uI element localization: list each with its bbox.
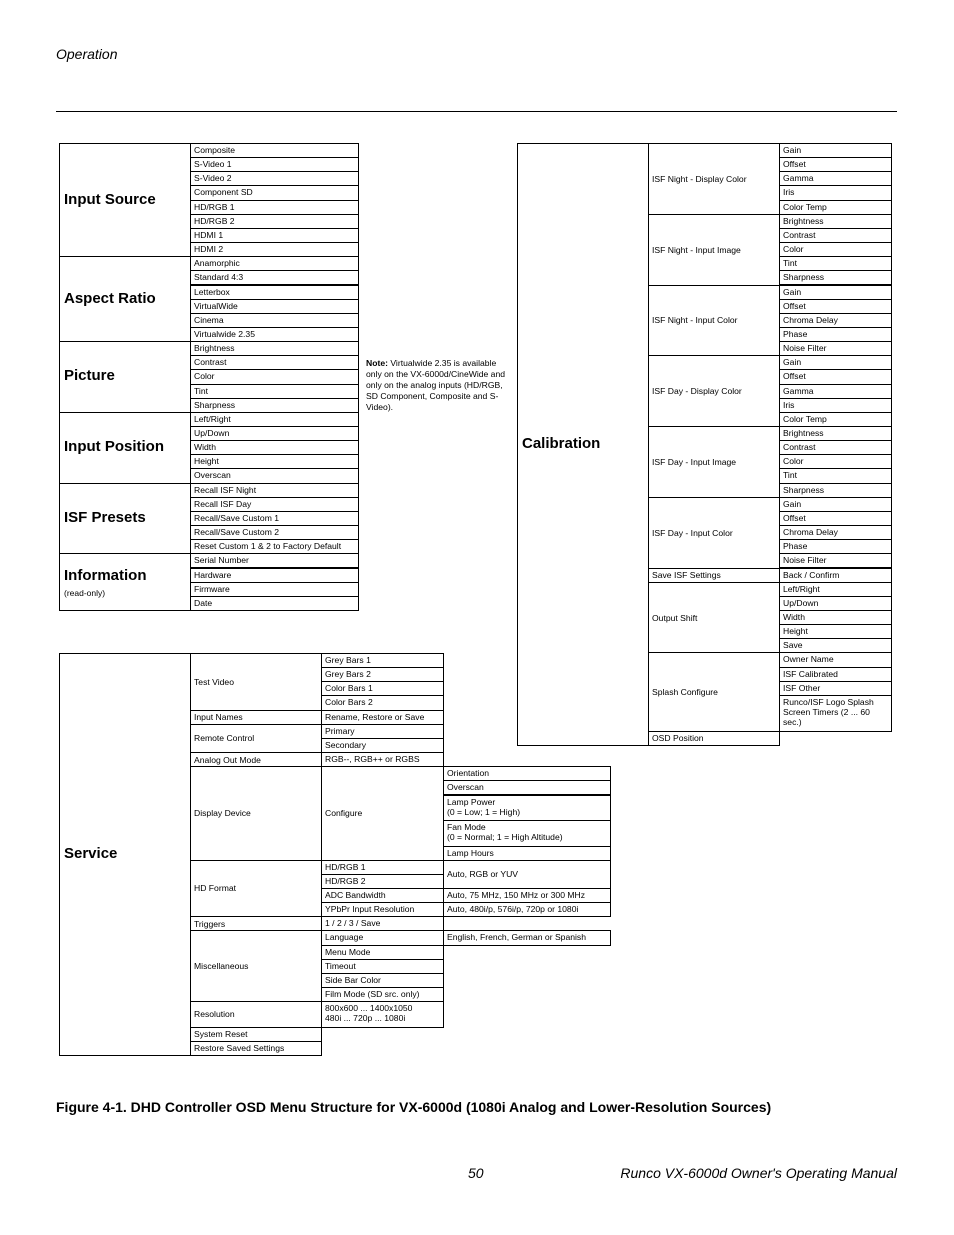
language-value: English, French, German or Spanish: [443, 930, 611, 945]
calibration-item: Up/Down: [779, 596, 892, 611]
hd-format-item: HD/RGB 2: [321, 874, 444, 889]
calibration-item: Phase: [779, 327, 892, 342]
menu-item: Height: [190, 454, 359, 469]
display-device-item: Lamp Power (0 = Low; 1 = High): [443, 795, 611, 822]
section-label: Input Position: [64, 438, 164, 456]
calibration-group: ISF Day - Input Color: [648, 497, 780, 569]
calibration-group: ISF Night - Input Image: [648, 214, 780, 286]
hd-format-item: YPbPr Input Resolution: [321, 902, 444, 917]
calibration-group: ISF Day - Input Image: [648, 426, 780, 498]
analog-out-mode-value: RGB--, RGB++ or RGBS: [321, 752, 444, 767]
menu-item: Width: [190, 440, 359, 455]
calibration-item: Gamma: [779, 384, 892, 399]
calibration-group: ISF Day - Display Color: [648, 355, 780, 427]
calibration-item: Gamma: [779, 171, 892, 186]
calibration-group: OSD Position: [648, 731, 780, 746]
calibration-item: Offset: [779, 157, 892, 172]
menu-item: VirtualWide: [190, 299, 359, 314]
test-video-item: Color Bars 1: [321, 681, 444, 696]
service-remote-control: Remote Control: [190, 724, 322, 753]
note-label: Note:: [366, 358, 388, 368]
calibration-item: Offset: [779, 369, 892, 384]
section-1: [59, 256, 191, 342]
calibration-item: Color: [779, 454, 892, 469]
calibration-item: Runco/ISF Logo Splash Screen Timers (2 ... 60 sec.): [779, 695, 892, 732]
remote-control-item: Secondary: [321, 738, 444, 753]
miscellaneous-item: Menu Mode: [321, 945, 444, 960]
input-names-value: Rename, Restore or Save: [321, 710, 444, 725]
service-restore-saved-settings: Restore Saved Settings: [190, 1041, 322, 1056]
calibration-item: Gain: [779, 143, 892, 158]
service-triggers: Triggers: [190, 916, 322, 931]
hd-format-value: Auto, 75 MHz, 150 MHz or 300 MHz: [443, 888, 611, 903]
display-device-item: Lamp Hours: [443, 846, 611, 861]
test-video-item: Grey Bars 1: [321, 653, 444, 668]
menu-item: Hardware: [190, 568, 359, 583]
manual-title: Runco VX-6000d Owner's Operating Manual: [620, 1165, 897, 1181]
service-hd-format: HD Format: [190, 860, 322, 918]
menu-item: Recall ISF Day: [190, 497, 359, 512]
calibration-group: ISF Night - Input Color: [648, 285, 780, 357]
menu-item: Firmware: [190, 582, 359, 597]
calibration-item: Chroma Delay: [779, 525, 892, 540]
calibration-section: [517, 143, 649, 746]
display-device-item: Orientation: [443, 766, 611, 781]
section-0: [59, 143, 191, 257]
menu-item: Virtualwide 2.35: [190, 327, 359, 342]
service-system-reset: System Reset: [190, 1027, 322, 1042]
remote-control-item: Primary: [321, 724, 444, 739]
menu-item: Contrast: [190, 355, 359, 370]
calibration-item: Brightness: [779, 426, 892, 441]
calibration-group: ISF Night - Display Color: [648, 143, 780, 215]
calibration-item: Noise Filter: [779, 553, 892, 568]
section-5: [59, 553, 191, 611]
service-display-device: Display Device: [190, 766, 322, 860]
menu-item: Reset Custom 1 & 2 to Factory Default: [190, 539, 359, 554]
menu-item: HDMI 1: [190, 228, 359, 243]
page-header-section: Operation: [56, 46, 118, 62]
calibration-item: Gain: [779, 355, 892, 370]
calibration-item: Height: [779, 624, 892, 639]
section-label: Aspect Ratio: [64, 289, 156, 307]
calibration-group: Output Shift: [648, 582, 780, 654]
menu-item: Cinema: [190, 313, 359, 328]
section-label: ISF Presets: [64, 508, 146, 526]
menu-item: Sharpness: [190, 398, 359, 413]
miscellaneous-item: Side Bar Color: [321, 973, 444, 988]
calibration-item: Phase: [779, 539, 892, 554]
menu-item: HD/RGB 1: [190, 200, 359, 215]
menu-item: Color: [190, 369, 359, 384]
virtualwide-note: [366, 358, 511, 413]
calibration-item: Width: [779, 610, 892, 625]
calibration-item: Color Temp: [779, 200, 892, 215]
menu-item: Recall/Save Custom 2: [190, 525, 359, 540]
menu-item: Composite: [190, 143, 359, 158]
calibration-label: Calibration: [522, 435, 601, 452]
calibration-group: Save ISF Settings: [648, 568, 780, 583]
calibration-item: ISF Calibrated: [779, 667, 892, 682]
calibration-item: Chroma Delay: [779, 313, 892, 328]
menu-item: Standard 4:3: [190, 270, 359, 285]
miscellaneous-item: Film Mode (SD src. only): [321, 987, 444, 1002]
service-section: [59, 653, 191, 1056]
menu-item: Component SD: [190, 185, 359, 200]
menu-item: Letterbox: [190, 285, 359, 300]
service-resolution: Resolution: [190, 1001, 322, 1028]
display-device-item: Fan Mode (0 = Normal; 1 = High Altitude): [443, 820, 611, 847]
hd-format-item: ADC Bandwidth: [321, 888, 444, 903]
calibration-item: Tint: [779, 256, 892, 271]
calibration-item: Brightness: [779, 214, 892, 229]
menu-item: Date: [190, 596, 359, 611]
calibration-item: Iris: [779, 185, 892, 200]
menu-item: Up/Down: [190, 426, 359, 441]
service-analog-out-mode: Analog Out Mode: [190, 752, 322, 767]
section-2: [59, 341, 191, 413]
calibration-item: Color Temp: [779, 412, 892, 427]
calibration-item: Contrast: [779, 228, 892, 243]
menu-item: HD/RGB 2: [190, 214, 359, 229]
service-test-video: Test Video: [190, 653, 322, 711]
figure-caption: Figure 4-1. DHD Controller OSD Menu Structure for VX-6000d (1080i Analog and Lower-Resolution Sources): [56, 1099, 772, 1115]
calibration-item: Back / Confirm: [779, 568, 892, 583]
menu-item: Recall ISF Night: [190, 483, 359, 498]
menu-item: Recall/Save Custom 1: [190, 511, 359, 526]
resolution-value: 800x600 ... 1400x1050 480i ... 720p ... 1080i: [321, 1001, 444, 1028]
section-3: [59, 412, 191, 484]
section-sublabel: (read-only): [64, 587, 106, 598]
test-video-item: Color Bars 2: [321, 695, 444, 710]
section-label: Picture: [64, 367, 115, 385]
menu-item: S-Video 2: [190, 171, 359, 186]
miscellaneous-item: Language: [321, 930, 444, 945]
hd-format-value: Auto, 480i/p, 576i/p, 720p or 1080i: [443, 902, 611, 917]
hd-format-value: Auto, RGB or YUV: [443, 860, 611, 889]
note-text: Virtualwide 2.35 is available only on the VX-6000d/CineWide and only on the analog inputs (HD/RGB, SD Component, Composite and S-Video).: [366, 358, 506, 412]
menu-item: Serial Number: [190, 553, 359, 568]
calibration-item: Offset: [779, 299, 892, 314]
calibration-item: Gain: [779, 285, 892, 300]
menu-item: Left/Right: [190, 412, 359, 427]
section-4: [59, 483, 191, 555]
display-device-configure: Configure: [321, 766, 444, 860]
page-number: 50: [468, 1165, 484, 1181]
calibration-item: Sharpness: [779, 270, 892, 285]
section-label: Input Source: [64, 190, 156, 208]
hd-format-item: HD/RGB 1: [321, 860, 444, 875]
menu-item: S-Video 1: [190, 157, 359, 172]
calibration-item: Offset: [779, 511, 892, 526]
display-device-item: Overscan: [443, 780, 611, 795]
section-label: Information: [64, 566, 147, 584]
service-miscellaneous: Miscellaneous: [190, 930, 322, 1002]
calibration-item: Owner Name: [779, 652, 892, 667]
calibration-item: Save: [779, 638, 892, 653]
calibration-item: Noise Filter: [779, 341, 892, 356]
service-label: Service: [64, 844, 118, 862]
menu-item: Anamorphic: [190, 256, 359, 271]
calibration-item: Gain: [779, 497, 892, 512]
triggers-value: 1 / 2 / 3 / Save: [321, 916, 444, 931]
calibration-item: Iris: [779, 398, 892, 413]
calibration-item: Sharpness: [779, 483, 892, 498]
calibration-item: Left/Right: [779, 582, 892, 597]
calibration-item: ISF Other: [779, 681, 892, 696]
service-input-names: Input Names: [190, 710, 322, 725]
menu-item: Brightness: [190, 341, 359, 356]
menu-item: Tint: [190, 384, 359, 399]
calibration-group: Splash Configure: [648, 652, 780, 731]
calibration-item: Tint: [779, 468, 892, 483]
menu-item: HDMI 2: [190, 242, 359, 257]
calibration-item: Color: [779, 242, 892, 257]
test-video-item: Grey Bars 2: [321, 667, 444, 682]
calibration-item: Contrast: [779, 440, 892, 455]
menu-item: Overscan: [190, 468, 359, 483]
miscellaneous-item: Timeout: [321, 959, 444, 974]
